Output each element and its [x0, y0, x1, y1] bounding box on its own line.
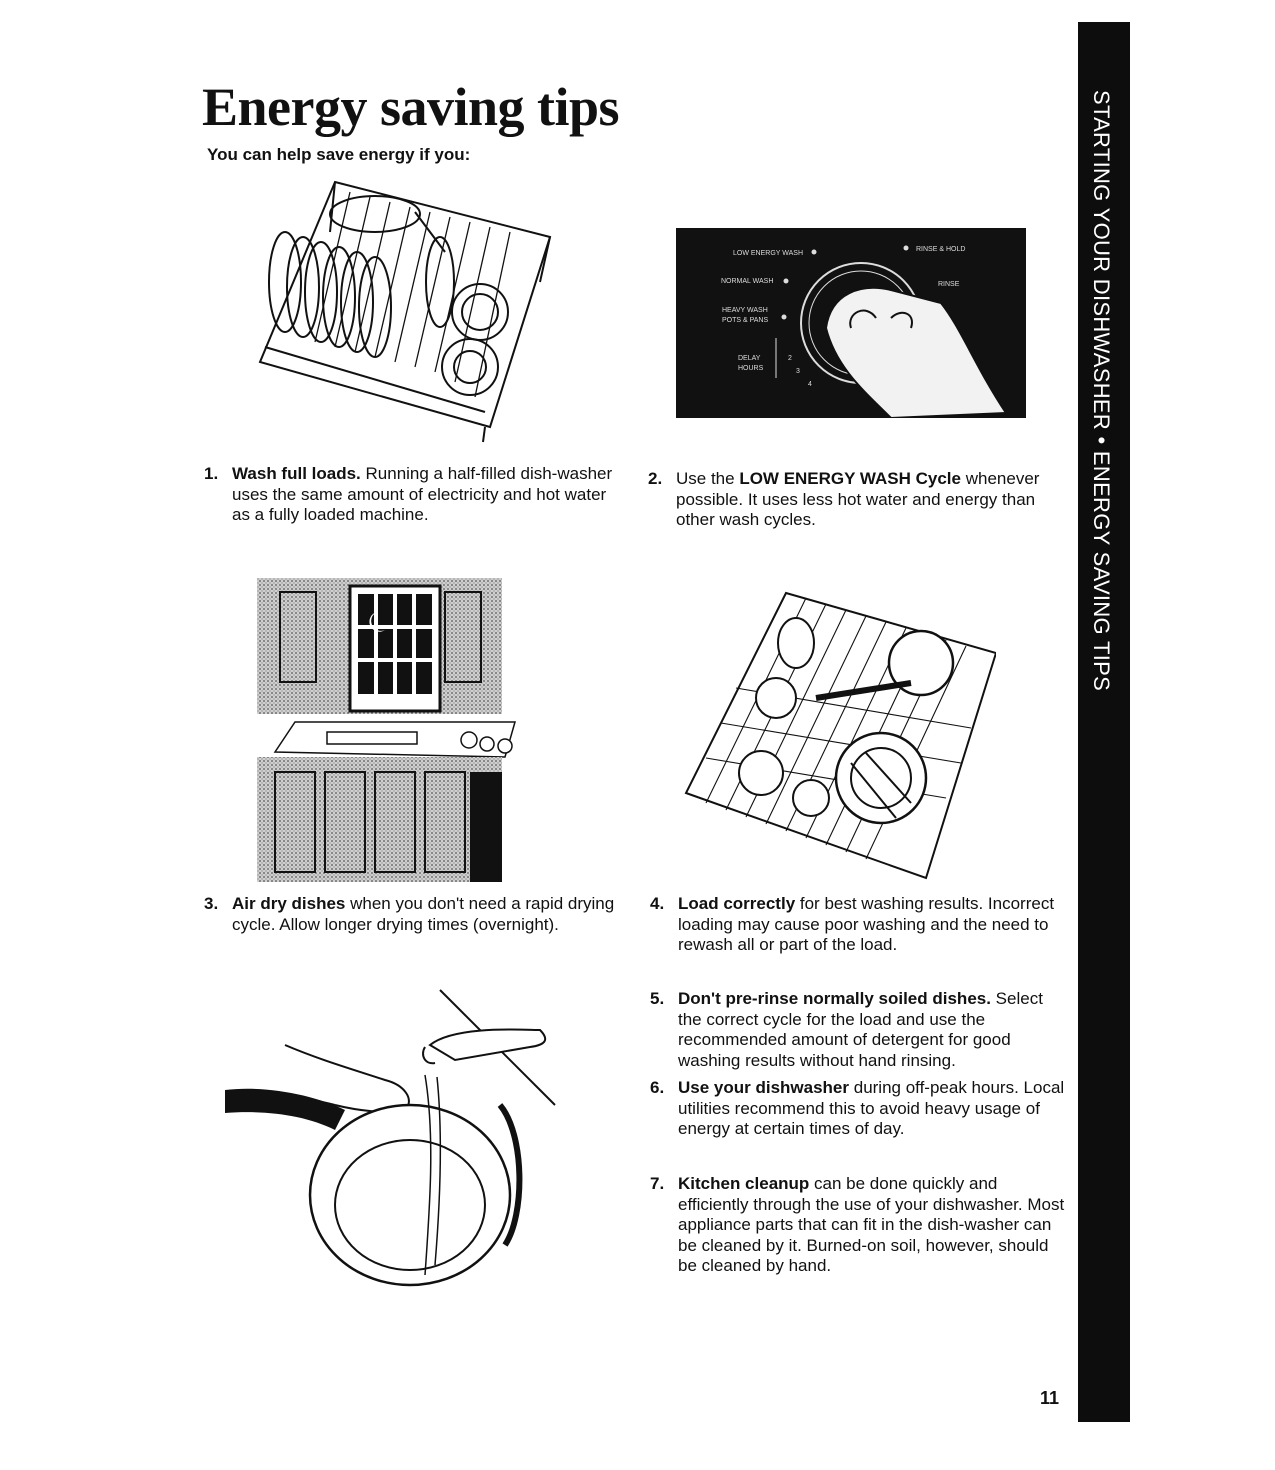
tip-3-text: when you don't need a rapid drying cycle. Allow longer drying times (overnight).: [232, 894, 615, 934]
sidebar-label: STARTING YOUR DISHWASHER • ENERGY SAVING TIPS: [1089, 90, 1114, 692]
tip-4-number: 4.: [650, 894, 665, 913]
label-rinse-hold: RINSE & HOLD: [916, 246, 966, 253]
page-title: Energy saving tips: [202, 77, 620, 137]
section-sidebar: [1078, 22, 1130, 1422]
tip-7-lead: Kitchen cleanup: [678, 1174, 810, 1193]
rinsing-plate-illustration: [225, 985, 565, 1300]
control-panel-illustration: [676, 228, 1026, 418]
tip-1-text: Running a half-filled dish-washer uses the same amount of electricity and hot water as a fully loaded machine.: [232, 464, 613, 524]
tip-2: [648, 469, 1073, 531]
kitchen-illustration: [255, 572, 535, 892]
tip-3-number: 3.: [204, 894, 219, 913]
tip-5-text: Select the correct cycle for the load and use the recommended amount of detergent for good washing results without hand rinsing.: [678, 989, 1043, 1070]
page-number: 11: [1040, 1388, 1060, 1408]
tip-4-lead: Load correctly: [678, 894, 796, 913]
tip-2-pre: Use the: [676, 469, 740, 488]
label-3: 3: [796, 368, 800, 375]
tip-3: [204, 894, 619, 935]
tip-4: [650, 894, 1070, 956]
tip-2-lead: LOW ENERGY WASH Cycle: [739, 469, 961, 488]
label-heavy-1: HEAVY WASH: [722, 307, 768, 314]
tip-7-number: 7.: [650, 1174, 665, 1193]
label-4: 4: [808, 381, 812, 388]
label-delay-2: HOURS: [738, 365, 764, 372]
label-rinse: RINSE: [938, 281, 960, 288]
label-heavy-2: POTS & PANS: [722, 317, 769, 324]
tip-6: [650, 1078, 1070, 1140]
tip-6-lead: Use your dishwasher: [678, 1078, 850, 1097]
tip-1-lead: Wash full loads.: [232, 464, 361, 483]
tip-7-text: can be done quickly and efficiently through the use of your dishwasher. Most appliance parts that can fit in the dish-washer can be cleaned by it. Burned-on soil, however, should be cleaned by hand.: [678, 1174, 1065, 1275]
tip-2-text: whenever possible. It uses less hot water and energy than other wash cycles.: [676, 469, 1040, 529]
tip-5: [650, 989, 1070, 1071]
tip-1-number: 1.: [204, 464, 219, 483]
tip-6-number: 6.: [650, 1078, 665, 1097]
tip-3-lead: Air dry dishes: [232, 894, 346, 913]
tip-1: [204, 464, 619, 526]
tip-5-lead: Don't pre-rinse normally soiled dishes.: [678, 989, 991, 1008]
tip-6-text: during off-peak hours. Local utilities recommend this to avoid heavy usage of energy at certain times of day.: [678, 1078, 1065, 1138]
tip-2-number: 2.: [648, 469, 663, 488]
tip-5-number: 5.: [650, 989, 665, 1008]
loaded-basket-illustration: [676, 588, 996, 888]
tip-4-text: for best washing results. Incorrect loading may cause poor washing and the need to rewash all or part of the load.: [678, 894, 1055, 954]
dish-rack-illustration: [255, 172, 555, 452]
label-delay-1: DELAY: [738, 355, 761, 362]
label-2: 2: [788, 355, 792, 362]
tip-7: [650, 1174, 1070, 1277]
label-low-energy: LOW ENERGY WASH: [733, 250, 804, 257]
page-subtitle: You can help save energy if you:: [207, 145, 471, 164]
label-normal: NORMAL WASH: [721, 278, 774, 285]
